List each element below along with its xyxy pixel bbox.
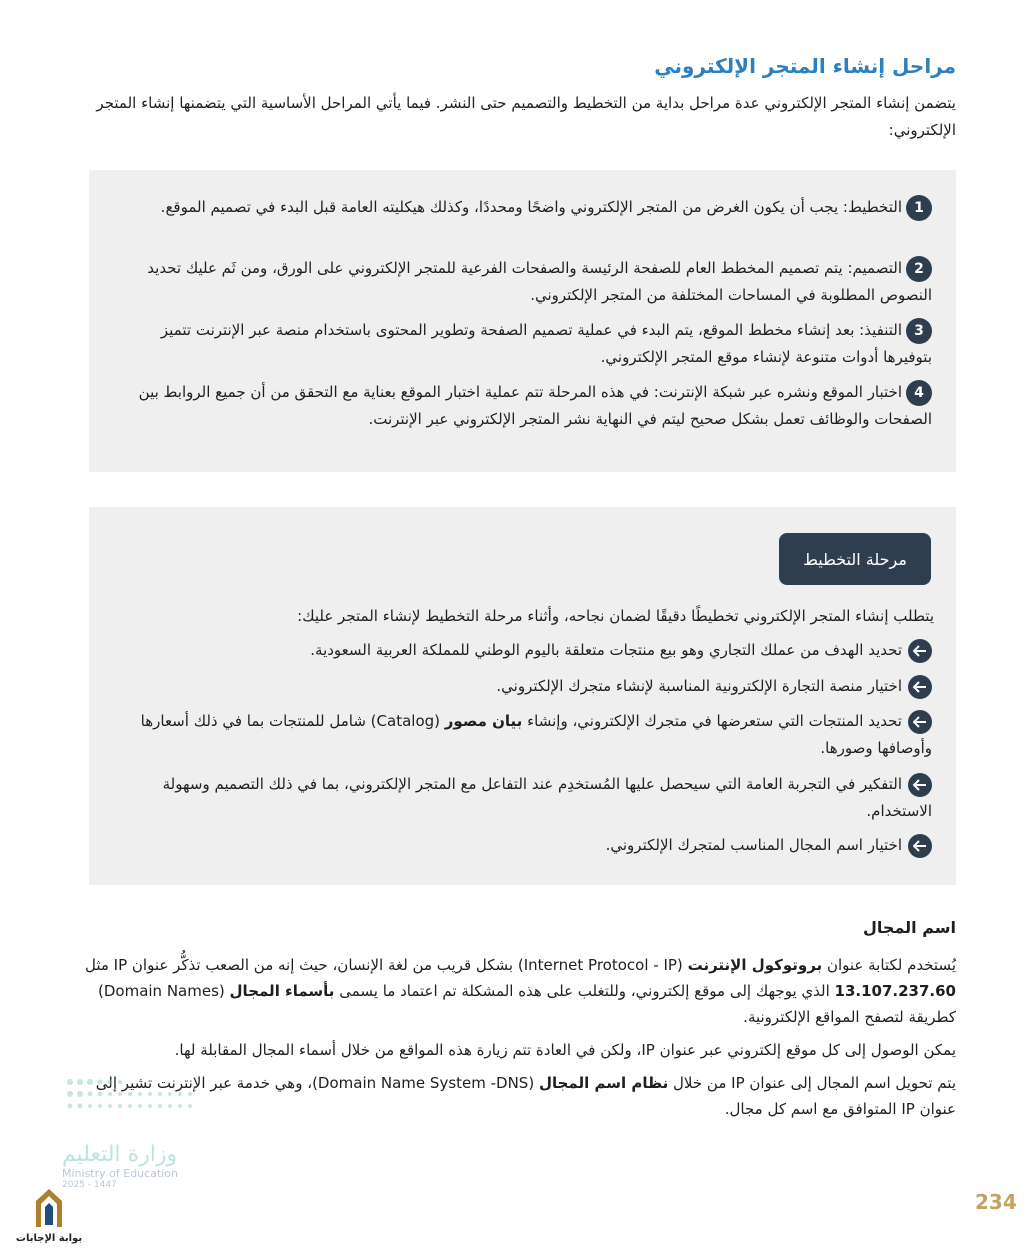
planning-item-text: (Catalog) شامل للمنتجات بما في ذلك أسعارها وأوصافها وصورها. [140,712,932,757]
planning-item-bold: بيان مصور [444,712,523,730]
bold-term: نظام اسم المجال [538,1074,669,1092]
stage-item [111,379,932,433]
section-heading: اسم المجال [863,918,956,937]
ministry-watermark [62,1076,202,1196]
watermark-arabic: وزارة التعليم [62,1142,178,1167]
text-run: (Domain Names) كطريقة لتصفح المواقع الإلكترونية. [98,982,956,1026]
planning-item-text: التفكير في التجربة العامة التي سيحصل عليها المُستخدِم عند التفاعل مع المتجر الإلكتروني، بما في ذلك التصميم وسهولة الاستخدام. [162,775,932,820]
ip-example: 13.107.237.60 [834,982,956,1000]
arrow-left-icon [908,675,932,699]
watermark-year: 2025 - 1447 [62,1180,117,1190]
step-number-badge: 4 [906,380,932,406]
stage-item [111,194,932,221]
stage-item [111,255,932,309]
planning-item-text: تحديد المنتجات التي ستعرضها في متجرك الإلكتروني، وإنشاء [527,712,902,730]
step-number-badge: 3 [906,318,932,344]
site-logo-text: بوابة الإجابات [15,1233,83,1244]
text-run: يتم تحويل اسم المجال إلى عنوان IP من خلال [673,1074,956,1092]
site-logo [14,1185,84,1245]
planning-stage-badge: مرحلة التخطيط [779,533,931,585]
text-run: (Domain Name System -DNS)، وهي خدمة عبر الإنترنت تشير إلى عنوان IP المتوافق مع اسم كل مجال. [95,1074,956,1118]
arrow-left-icon [908,834,932,858]
step-number-badge: 1 [906,195,932,221]
watermark-english: Ministry of Education [62,1167,179,1180]
text-run: (Internet Protocol - IP) بشكل قريب من لغة الإنسان، حيث إنه من الصعب تذكُّر عنوان IP مثل [84,956,683,974]
planning-item [111,708,932,762]
page-title: مراحل إنشاء المتجر الإلكتروني [654,54,956,78]
stage-item [111,317,932,371]
dots-logo-icon [62,1076,202,1116]
planning-box [89,507,956,885]
bold-term: بأسماء المجال [229,982,335,1000]
planning-item [111,832,932,859]
domain-paragraph [80,952,956,1030]
stage-text: التخطيط: يجب أن يكون الغرض من المتجر الإلكتروني واضحًا ومحددًا، وكذلك هيكليته العامة قبل البدء في تصميم الموقع. [160,198,902,216]
text-run: يُستخدم لكتابة عنوان [826,956,956,974]
arrow-left-icon [908,639,932,663]
stages-box [89,170,956,472]
step-number-badge: 2 [906,256,932,282]
intro-paragraph: يتضمن إنشاء المتجر الإلكتروني عدة مراحل بداية من التخطيط والتصميم حتى النشر. فيما يأتي المراحل الأساسية التي يتضمنها إنشاء المتجر الإلكتروني: [96,94,956,139]
stage-text: التنفيذ: بعد إنشاء مخطط الموقع، يتم البدء في عملية تصميم الصفحة وتطوير المحتوى باستخدام منصة عبر الإنترنت تتميز بتوفيرها أدوات متنوعة لإنشاء موقع المتجر الإلكتروني. [160,321,932,366]
text-run: الذي يوجهك إلى موقع إلكتروني، وللتغلب على هذه المشكلة تم اعتماد ما يسمى [339,982,830,1000]
arrow-left-icon [908,710,932,734]
gate-icon [14,1185,84,1229]
domain-paragraph: يمكن الوصول إلى كل موقع إلكتروني عبر عنوان IP، ولكن في العادة تتم زيارة هذه المواقع من خلال أسماء المجال المقابلة لها. [174,1041,956,1059]
domain-paragraph [80,1070,956,1122]
planning-item [111,637,932,664]
planning-item [111,771,932,825]
planning-intro: يتطلب إنشاء المتجر الإلكتروني تخطيطًا دقيقًا لضمان نجاحه، وأثناء مرحلة التخطيط لإنشاء المتجر عليك: [297,607,934,625]
planning-item-text: اختيار اسم المجال المناسب لمتجرك الإلكتروني. [605,836,902,854]
page-number: 234 [975,1190,1017,1214]
stage-text: اختبار الموقع ونشره عبر شبكة الإنترنت: في هذه المرحلة تتم عملية اختبار الموقع بعناية مع التحقق من أن جميع الروابط بين الصفحات والوظائف تعمل بشكل صحيح ليتم في النهاية نشر المتجر الإلكتروني عبر الإنترنت. [138,383,932,428]
planning-item [111,673,932,700]
arrow-left-icon [908,773,932,797]
bold-term: بروتوكول الإنترنت [687,956,823,974]
planning-item-text: اختيار منصة التجارة الإلكترونية المناسبة لإنشاء متجرك الإلكتروني. [496,677,902,695]
stage-text: التصميم: يتم تصميم المخطط العام للصفحة الرئيسة والصفحات الفرعية للمتجر الإلكتروني على الورق، ومن ثَم عليك تحديد النصوص المطلوبة في المساحات المختلفة من المتجر الإلكتروني. [147,259,932,304]
planning-item-text: تحديد الهدف من عملك التجاري وهو بيع منتجات متعلقة باليوم الوطني للمملكة العربية السعودية. [310,641,902,659]
